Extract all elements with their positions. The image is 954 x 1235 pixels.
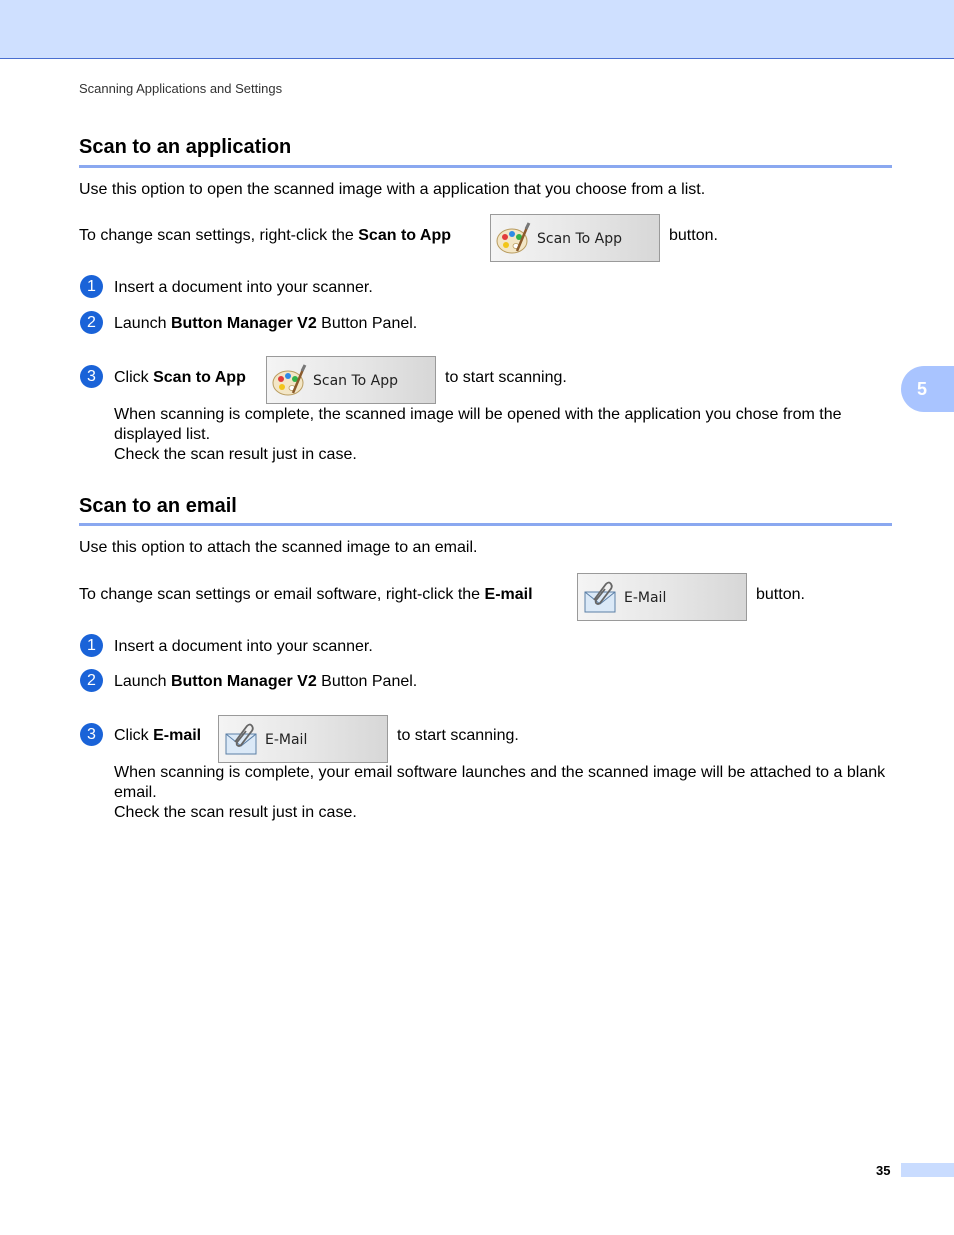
email-step-2-bold: Button Manager V2 <box>170 673 317 690</box>
app-settings-pre: To change scan settings, right-click the <box>79 227 359 244</box>
section-heading-app: Scan to an application <box>79 136 292 158</box>
email-result-check: Check the scan result just in case. <box>114 804 357 821</box>
email-settings-bold: E-mail <box>484 586 533 603</box>
email-step-1-text: Insert a document into your scanner. <box>114 638 373 655</box>
email-button-label: E-Mail <box>624 590 667 606</box>
step-badge: 2 <box>80 669 103 692</box>
email-settings-post: button. <box>756 586 805 603</box>
app-settings-bold: Scan to App <box>358 227 451 244</box>
step-badge: 3 <box>80 723 103 746</box>
email-step-2-text <box>114 672 417 692</box>
app-step-1-text: Insert a document into your scanner. <box>114 279 373 296</box>
email-intro: Use this option to attach the scanned image to an email. <box>79 539 478 556</box>
email-button[interactable] <box>218 715 388 763</box>
envelope-paperclip-icon <box>223 722 259 758</box>
scan-to-app-button[interactable] <box>266 356 436 404</box>
app-step-2-post: Button Panel. <box>316 315 418 332</box>
app-step-2-text <box>114 314 417 334</box>
email-button[interactable] <box>577 573 747 621</box>
step-badge: 1 <box>80 634 103 657</box>
app-settings-line <box>79 226 451 246</box>
scan-to-app-button-label: Scan To App <box>537 231 623 247</box>
email-step-3-pre: Click <box>114 727 154 744</box>
app-step-3-text <box>114 368 246 388</box>
app-intro: Use this option to open the scanned image with a application that you choose from a list. <box>79 181 706 198</box>
email-step-3-post: to start scanning. <box>397 727 519 744</box>
page-number: 35 <box>876 1163 891 1178</box>
top-band <box>0 0 954 59</box>
app-step-2-pre: Launch <box>114 315 171 332</box>
email-step-2-post: Button Panel. <box>316 673 418 690</box>
app-step-3-bold: Scan to App <box>153 369 246 386</box>
running-header: Scanning Applications and Settings <box>79 81 283 96</box>
email-step-3-bold: E-mail <box>153 727 202 744</box>
email-result-text: When scanning is complete, your email software launches and the scanned image will be attached to a blank email. <box>114 764 886 801</box>
palette-icon <box>271 363 307 399</box>
page-number-bar <box>901 1163 954 1177</box>
app-result-text: When scanning is complete, the scanned image will be opened with the application you chose from the displayed list. <box>114 406 842 443</box>
step-badge: 3 <box>80 365 103 388</box>
heading-rule <box>79 165 892 168</box>
email-settings-pre: To change scan settings or email software, right-click the <box>79 586 485 603</box>
app-step-3-post: to start scanning. <box>445 369 567 386</box>
heading-rule <box>79 523 892 526</box>
email-settings-line <box>79 585 533 605</box>
step-badge: 2 <box>80 311 103 334</box>
palette-icon <box>495 221 531 257</box>
chapter-tab[interactable]: 5 <box>901 366 954 412</box>
scan-to-app-button[interactable] <box>490 214 660 262</box>
scan-to-app-button-label: Scan To App <box>313 373 399 389</box>
email-step-2-pre: Launch <box>114 673 171 690</box>
envelope-paperclip-icon <box>582 580 618 616</box>
email-button-label: E-Mail <box>265 732 308 748</box>
app-settings-post: button. <box>669 227 718 244</box>
app-step-3-pre: Click <box>114 369 154 386</box>
app-result-check: Check the scan result just in case. <box>114 446 357 463</box>
step-badge: 1 <box>80 275 103 298</box>
email-step-3-text <box>114 726 201 746</box>
app-step-2-bold: Button Manager V2 <box>170 315 317 332</box>
section-heading-email: Scan to an email <box>79 495 237 517</box>
